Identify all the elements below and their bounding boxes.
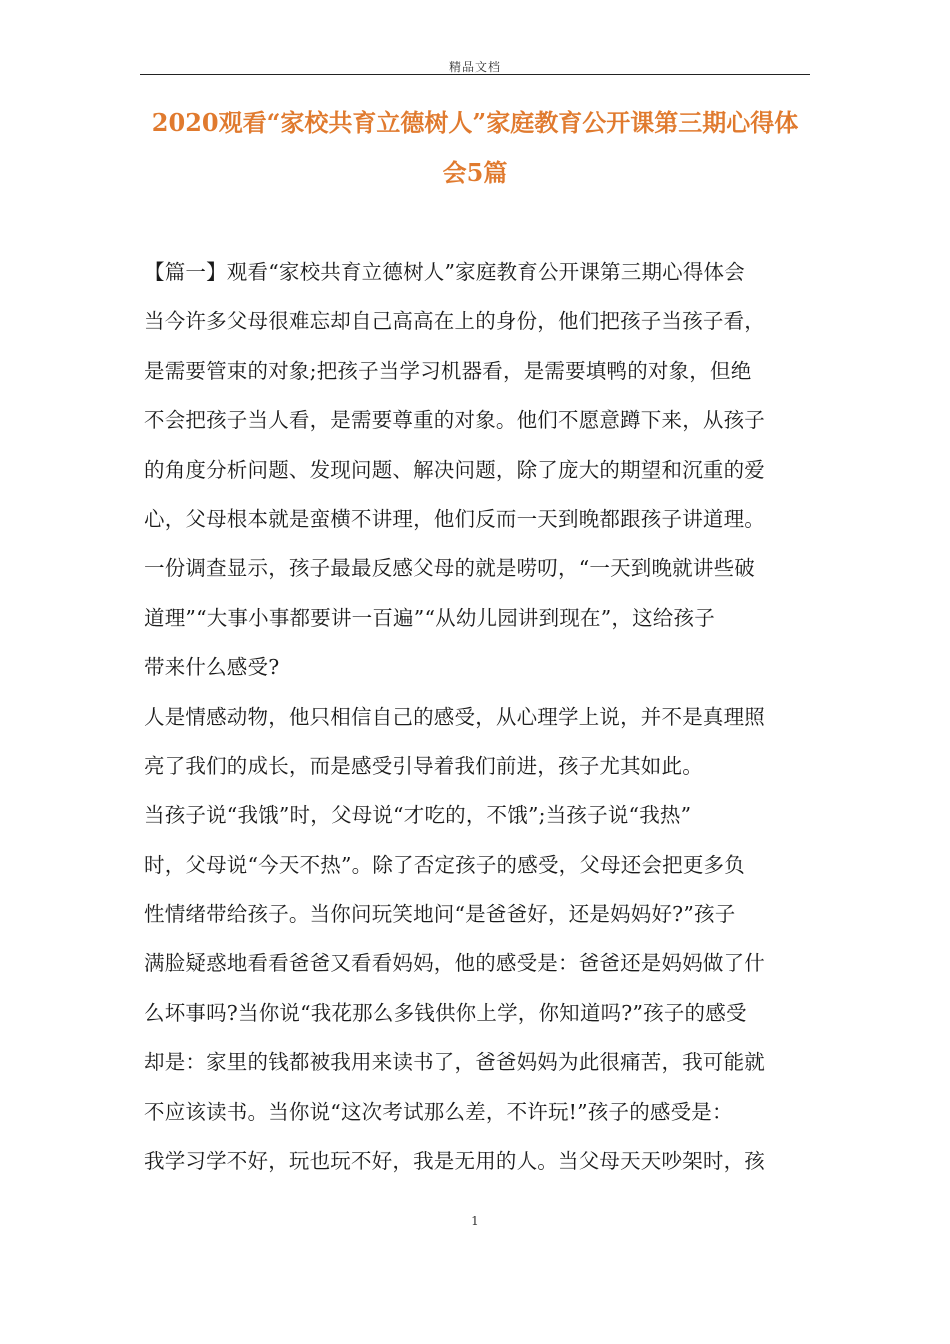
body-line: 一份调查显示，孩子最最反感父母的就是唠叨，“一天到晚就讲些破 xyxy=(144,556,755,581)
body-line: 我学习学不好，玩也玩不好，我是无用的人。当父母天天吵架时，孩 xyxy=(144,1149,765,1174)
body-line: 当今许多父母很难忘却自己高高在上的身份，他们把孩子当孩子看， xyxy=(144,309,765,334)
body-line: 心，父母根本就是蛮横不讲理，他们反而一天到晚都跟孩子讲道理。 xyxy=(144,506,765,531)
body-line: 不应该读书。当你说“这次考试那么差，不许玩!”孩子的感受是： xyxy=(144,1099,733,1124)
body-line: 当孩子说“我饿”时，父母说“才吃的，不饿”;当孩子说“我热” xyxy=(144,803,692,828)
document-body xyxy=(144,248,820,1186)
body-line: 满脸疑惑地看看爸爸又看看妈妈，他的感受是：爸爸还是妈妈做了什 xyxy=(144,951,765,976)
body-line: 【篇一】观看“家校共育立德树人”家庭教育公开课第三期心得体会 xyxy=(144,260,745,284)
document-title-line-1: 2020观看“家校共育立德树人”家庭教育公开课第三期心得体 xyxy=(151,108,799,137)
document-title xyxy=(140,98,810,198)
header-divider xyxy=(140,74,810,75)
body-line: 是需要管束的对象;把孩子当学习机器看，是需要填鸭的对象，但绝 xyxy=(144,358,752,383)
page-header-label: 精品文档 xyxy=(448,60,501,74)
body-line: 带来什么感受? xyxy=(144,655,280,680)
body-line: 人是情感动物，他只相信自己的感受，从心理学上说，并不是真理照 xyxy=(144,704,765,729)
body-line: 的角度分析问题、发现问题、解决问题，除了庞大的期望和沉重的爱 xyxy=(144,457,765,482)
document-title-line-2: 会5篇 xyxy=(442,158,508,187)
body-line: 道理”“大事小事都要讲一百遍”“从幼儿园讲到现在”，这给孩子 xyxy=(144,605,715,630)
page-number: 1 xyxy=(471,1214,479,1228)
body-line: 却是：家里的钱都被我用来读书了，爸爸妈妈为此很痛苦，我可能就 xyxy=(144,1050,765,1075)
body-line: 时，父母说“今天不热”。除了否定孩子的感受，父母还会把更多负 xyxy=(144,852,745,877)
body-line: 亮了我们的成长，而是感受引导着我们前进，孩子尤其如此。 xyxy=(144,753,703,778)
body-line: 不会把孩子当人看，是需要尊重的对象。他们不愿意蹲下来，从孩子 xyxy=(144,408,765,433)
body-line: 么坏事吗?当你说“我花那么多钱供你上学，你知道吗?”孩子的感受 xyxy=(144,1000,747,1025)
body-line: 性情绪带给孩子。当你问玩笑地问“是爸爸好，还是妈妈好?”孩子 xyxy=(144,902,736,927)
